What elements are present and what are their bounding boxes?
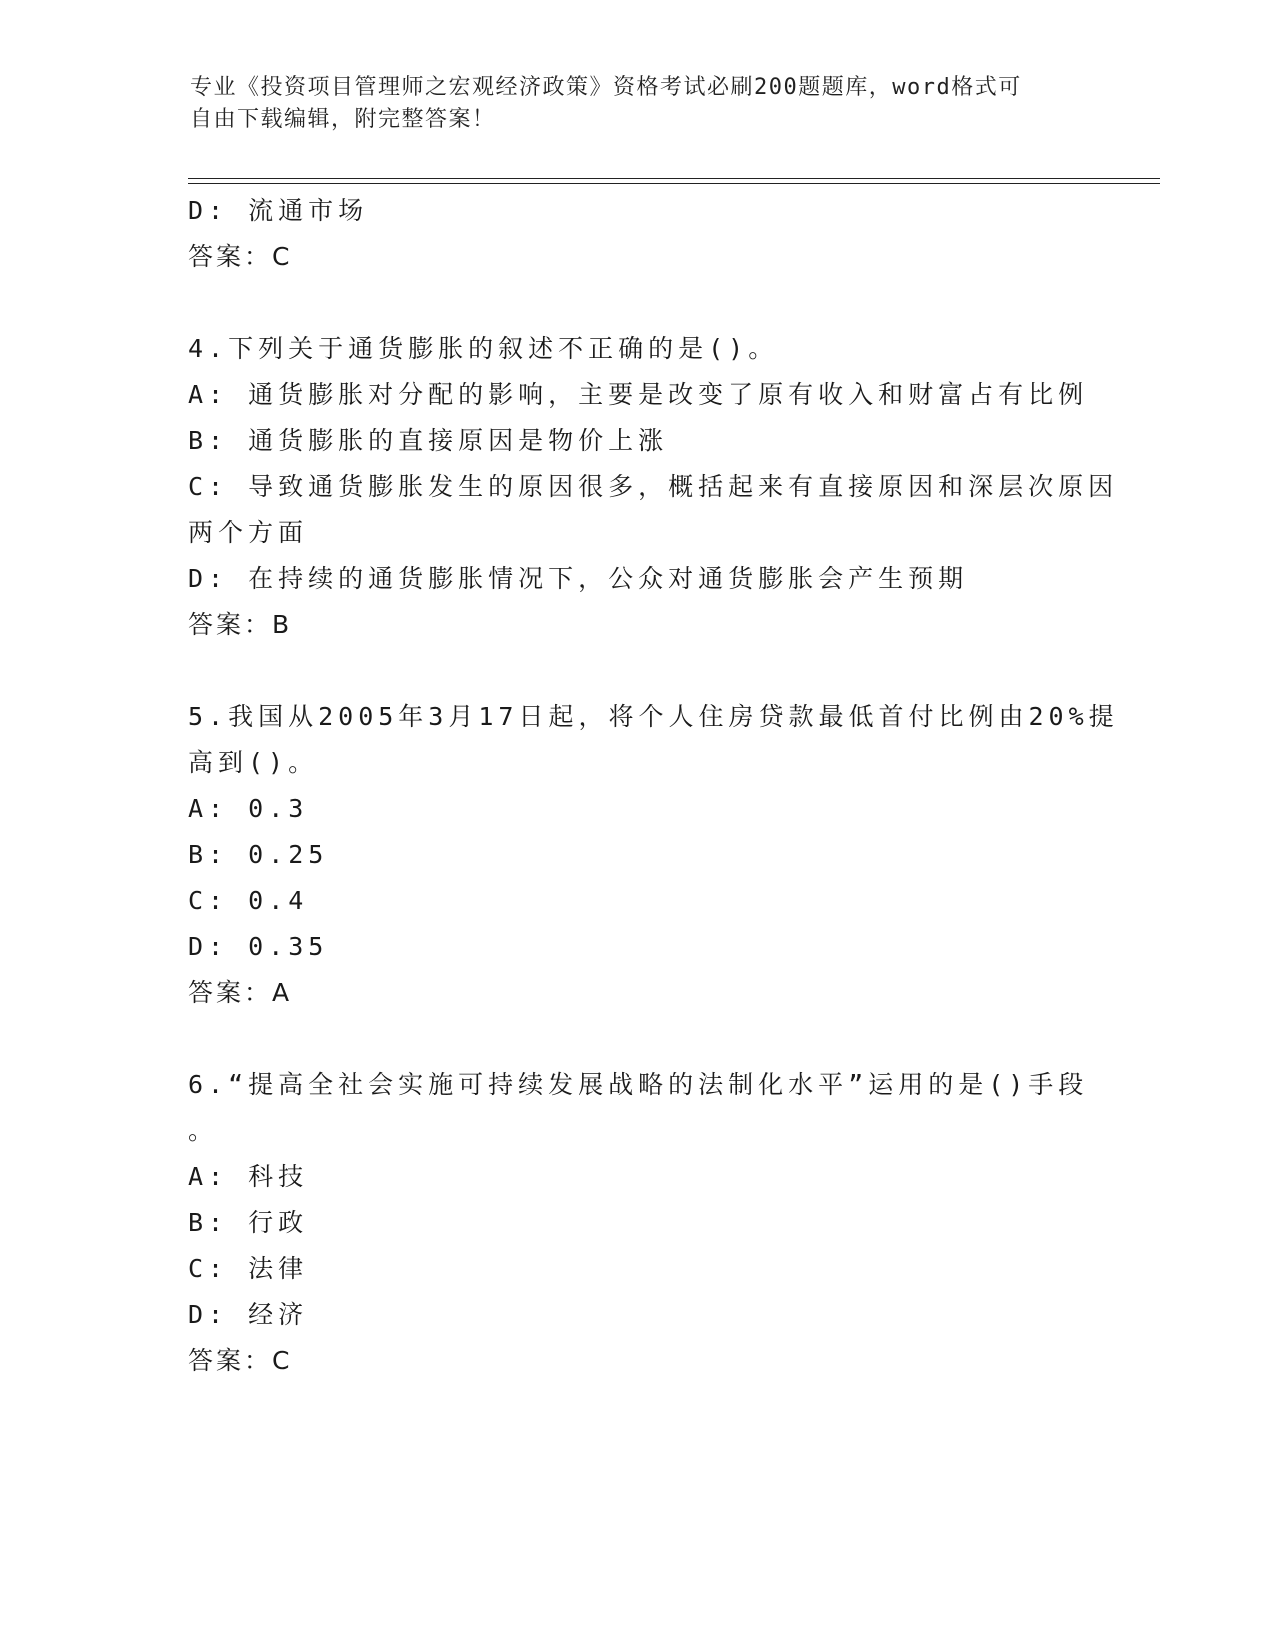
header-divider-top: [188, 178, 1160, 179]
option-c: C: 0.4: [188, 886, 309, 915]
header-line-1: 专业《投资项目管理师之宏观经济政策》资格考试必刷200题题库，word格式可: [190, 75, 1022, 100]
header-line-2: 自由下载编辑，附完整答案！: [190, 107, 496, 132]
option-d: D: 在持续的通货膨胀情况下，公众对通货膨胀会产生预期: [188, 564, 969, 593]
option-b: B: 通货膨胀的直接原因是物价上涨: [188, 426, 669, 455]
question-stem: 4.下列关于通货膨胀的叙述不正确的是()。: [188, 334, 779, 363]
question-stem-continued: 高到()。: [188, 748, 319, 777]
option-a: A: 通货膨胀对分配的影响，主要是改变了原有收入和财富占有比例: [188, 380, 1089, 409]
answer: 答案：C: [188, 242, 293, 271]
spacer: [188, 1016, 1088, 1062]
question-list: [188, 188, 1119, 1384]
question-3: [188, 188, 1088, 280]
option-b: B: 0.25: [188, 840, 329, 869]
option-d: D: 0.35: [188, 932, 329, 961]
question-5: [188, 694, 1119, 1016]
option-a: A: 0.3: [188, 794, 309, 823]
spacer: [188, 648, 1088, 694]
question-4: [188, 326, 1119, 648]
question-stem: 6.“提高全社会实施可持续发展战略的法制化水平”运用的是()手段: [188, 1070, 1089, 1099]
option-c: C: 导致通货膨胀发生的原因很多，概括起来有直接原因和深层次原因: [188, 472, 1119, 501]
question-stem: 5.我国从2005年3月17日起，将个人住房贷款最低首付比例由20%提: [188, 702, 1119, 731]
answer: 答案：B: [188, 610, 293, 639]
option-c-continued: 两个方面: [188, 518, 309, 547]
option-b: B: 行政: [188, 1208, 309, 1237]
option-a: A: 科技: [188, 1162, 309, 1191]
spacer: [188, 280, 1088, 326]
answer: 答案：C: [188, 1346, 293, 1375]
answer: 答案：A: [188, 978, 293, 1007]
option-c: C: 法律: [188, 1254, 309, 1283]
document-header: [190, 72, 1090, 136]
header-divider-bottom: [188, 183, 1160, 184]
question-stem-continued: 。: [188, 1116, 219, 1145]
option-d: D: 流通市场: [188, 196, 369, 225]
option-d: D: 经济: [188, 1300, 309, 1329]
question-6: [188, 1062, 1088, 1384]
